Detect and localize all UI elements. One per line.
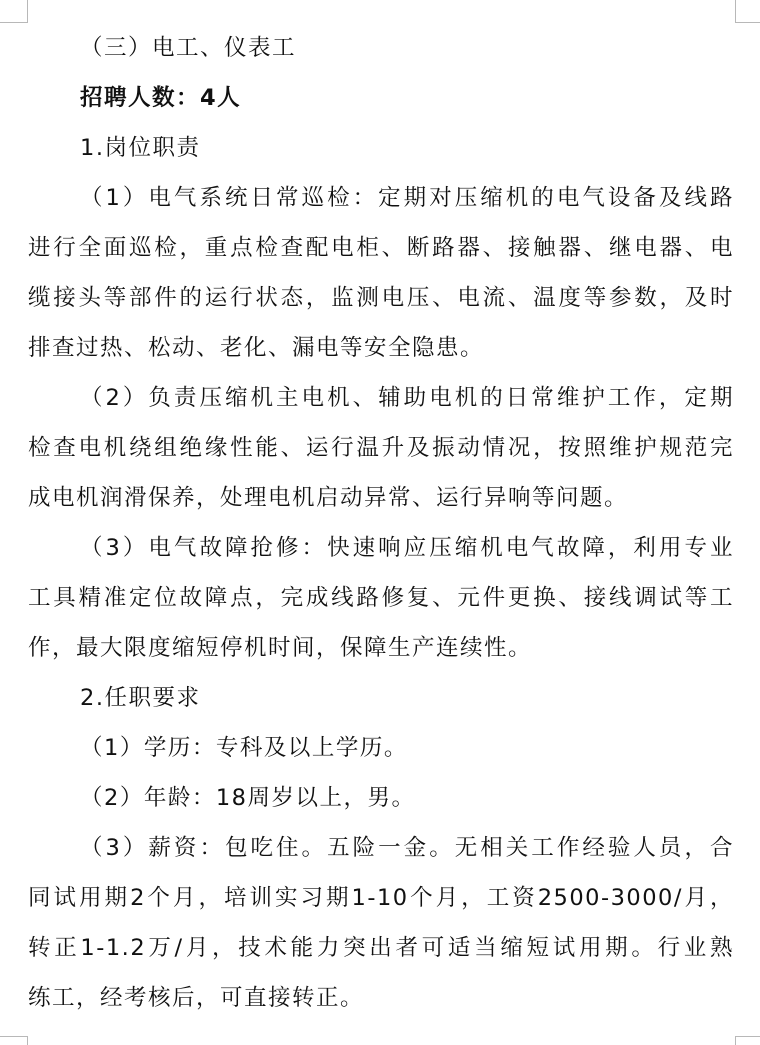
paragraph-line: 转正1-1.2万/月，技术能力突出者可适当缩短试用期。行业熟: [28, 935, 734, 961]
paragraph-line: 工具精准定位故障点，完成线路修复、元件更换、接线调试等工: [28, 585, 734, 611]
requirements-heading: 2.任职要求: [80, 685, 201, 711]
paragraph-line: （3）电气故障抢修：快速响应压缩机电气故障，利用专业: [80, 535, 734, 561]
section-title: （三）电工、仪表工: [80, 35, 297, 61]
headcount: 招聘人数：4人: [80, 85, 242, 111]
paragraph-line: 作，最大限度缩短停机时间，保障生产连续性。: [28, 635, 533, 661]
requirement-age: （2）年龄：18周岁以上，男。: [80, 785, 416, 811]
paragraph-line: （3）薪资：包吃住。五险一金。无相关工作经验人员，合: [80, 835, 734, 861]
paragraph-line: 检查电机绕组绝缘性能、运行温升及振动情况，按照维护规范完: [28, 435, 734, 461]
paragraph-line: （1）电气系统日常巡检：定期对压缩机的电气设备及线路: [80, 185, 734, 211]
paragraph-line: 同试用期2个月，培训实习期1-10个月，工资2500-3000/月，: [28, 885, 734, 911]
paragraph-line: （2）负责压缩机主电机、辅助电机的日常维护工作，定期: [80, 385, 734, 411]
paragraph-line: 成电机润滑保养，处理电机启动异常、运行异响等问题。: [28, 485, 629, 511]
paragraph-line: 练工，经考核后，可直接转正。: [28, 985, 365, 1011]
crop-mark-top-left: [0, 0, 28, 23]
duties-heading: 1.岗位职责: [80, 135, 201, 161]
crop-mark-top-right: [735, 0, 760, 23]
paragraph-line: 排查过热、松动、老化、漏电等安全隐患。: [28, 335, 485, 361]
paragraph-line: 缆接头等部件的运行状态，监测电压、电流、温度等参数，及时: [28, 285, 734, 311]
paragraph-line: 进行全面巡检，重点检查配电柜、断路器、接触器、继电器、电: [28, 235, 734, 261]
requirement-education: （1）学历：专科及以上学历。: [80, 735, 408, 761]
